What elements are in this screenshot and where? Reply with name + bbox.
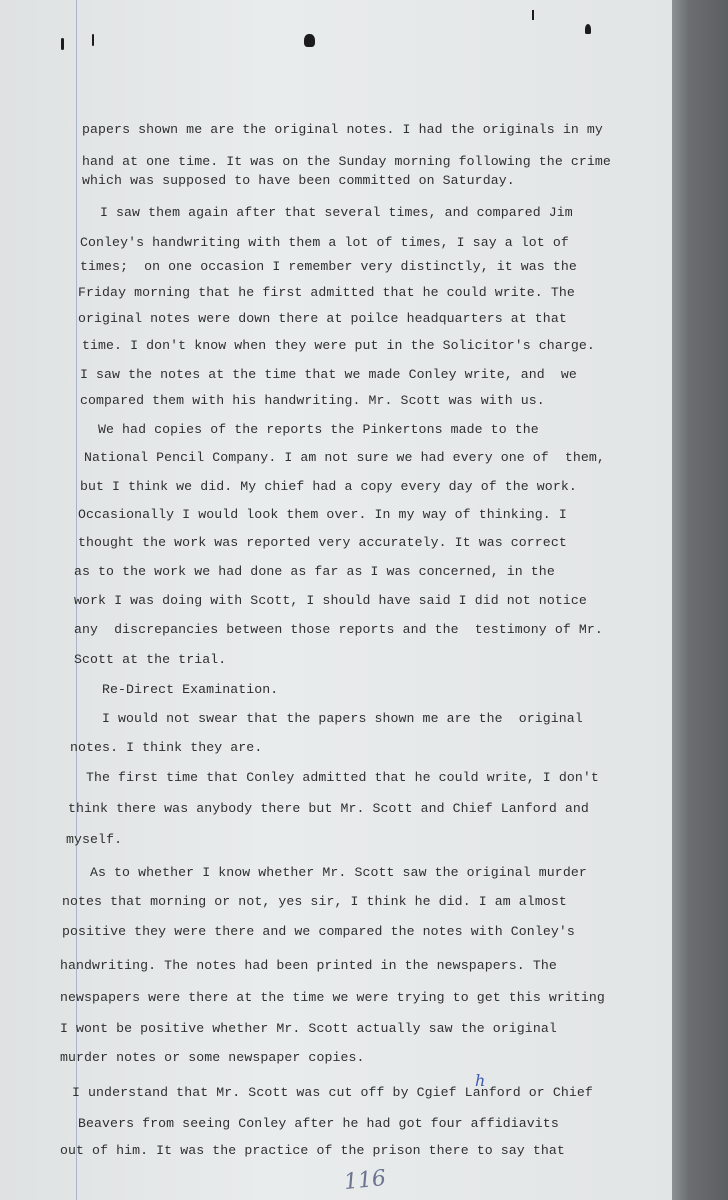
text-line: hand at one time. It was on the Sunday morning following the crime [82, 154, 611, 169]
text-line: Occasionally I would look them over. In my way of thinking. I [78, 507, 567, 522]
text-line: any discrepancies between those reports and the testimony of Mr. [74, 622, 603, 637]
text-line: Conley's handwriting with them a lot of times, I say a lot of [80, 235, 569, 250]
text-line: work I was doing with Scott, I should have said I did not notice [74, 593, 587, 608]
text-line: I wont be positive whether Mr. Scott actually saw the original [60, 1021, 557, 1036]
text-line: positive they were there and we compared the notes with Conley's [62, 924, 575, 939]
text-line: but I think we did. My chief had a copy every day of the work. [80, 479, 577, 494]
text-line: Beavers from seeing Conley after he had got four affidiavits [78, 1116, 559, 1131]
text-line: As to whether I know whether Mr. Scott saw the original murder [90, 865, 587, 880]
punch-hole [532, 10, 534, 20]
text-line: which was supposed to have been committed on Saturday. [82, 173, 515, 188]
text-line: think there was anybody there but Mr. Scott and Chief Lanford and [68, 801, 589, 816]
text-line: time. I don't know when they were put in the Solicitor's charge. [82, 338, 595, 353]
text-line: The first time that Conley admitted that he could write, I don't [86, 770, 599, 785]
text-line: times; on one occasion I remember very distinctly, it was the [80, 259, 577, 274]
text-line: original notes were down there at poilce headquarters at that [78, 311, 567, 326]
punch-hole [61, 38, 64, 50]
text-line: as to the work we had done as far as I was concerned, in the [74, 564, 555, 579]
punch-hole [304, 34, 315, 47]
scan-background [672, 0, 728, 1200]
text-line: National Pencil Company. I am not sure we had every one of them, [84, 450, 605, 465]
text-line: newspapers were there at the time we were trying to get this writing [60, 990, 605, 1005]
text-line: notes that morning or not, yes sir, I think he did. I am almost [62, 894, 567, 909]
text-line: compared them with his handwriting. Mr. Scott was with us. [80, 393, 545, 408]
text-line: I would not swear that the papers shown me are the original [102, 711, 583, 726]
page-number: 116 [342, 1165, 388, 1196]
text-line: papers shown me are the original notes. I had the originals in my [82, 122, 603, 137]
punch-hole [92, 34, 94, 46]
text-line: We had copies of the reports the Pinkertons made to the [98, 422, 539, 437]
text-line: out of him. It was the practice of the prison there to say that [60, 1143, 565, 1158]
text-line: Friday morning that he first admitted that he could write. The [78, 285, 575, 300]
text-line: myself. [66, 832, 123, 847]
text-line: I understand that Mr. Scott was cut off by Cgief Lanford or Chief [72, 1085, 593, 1100]
handwritten-correction: h [475, 1071, 486, 1090]
text-line: thought the work was reported very accurately. It was correct [78, 535, 567, 550]
text-line: Scott at the trial. [74, 652, 227, 667]
text-line: murder notes or some newspaper copies. [60, 1050, 365, 1065]
punch-hole [585, 24, 591, 34]
section-heading: Re-Direct Examination. [102, 682, 279, 697]
text-line: notes. I think they are. [70, 740, 263, 755]
text-line: I saw the notes at the time that we made Conley write, and we [80, 367, 577, 382]
text-line: handwriting. The notes had been printed in the newspapers. The [60, 958, 557, 973]
text-line: I saw them again after that several times, and compared Jim [100, 205, 573, 220]
